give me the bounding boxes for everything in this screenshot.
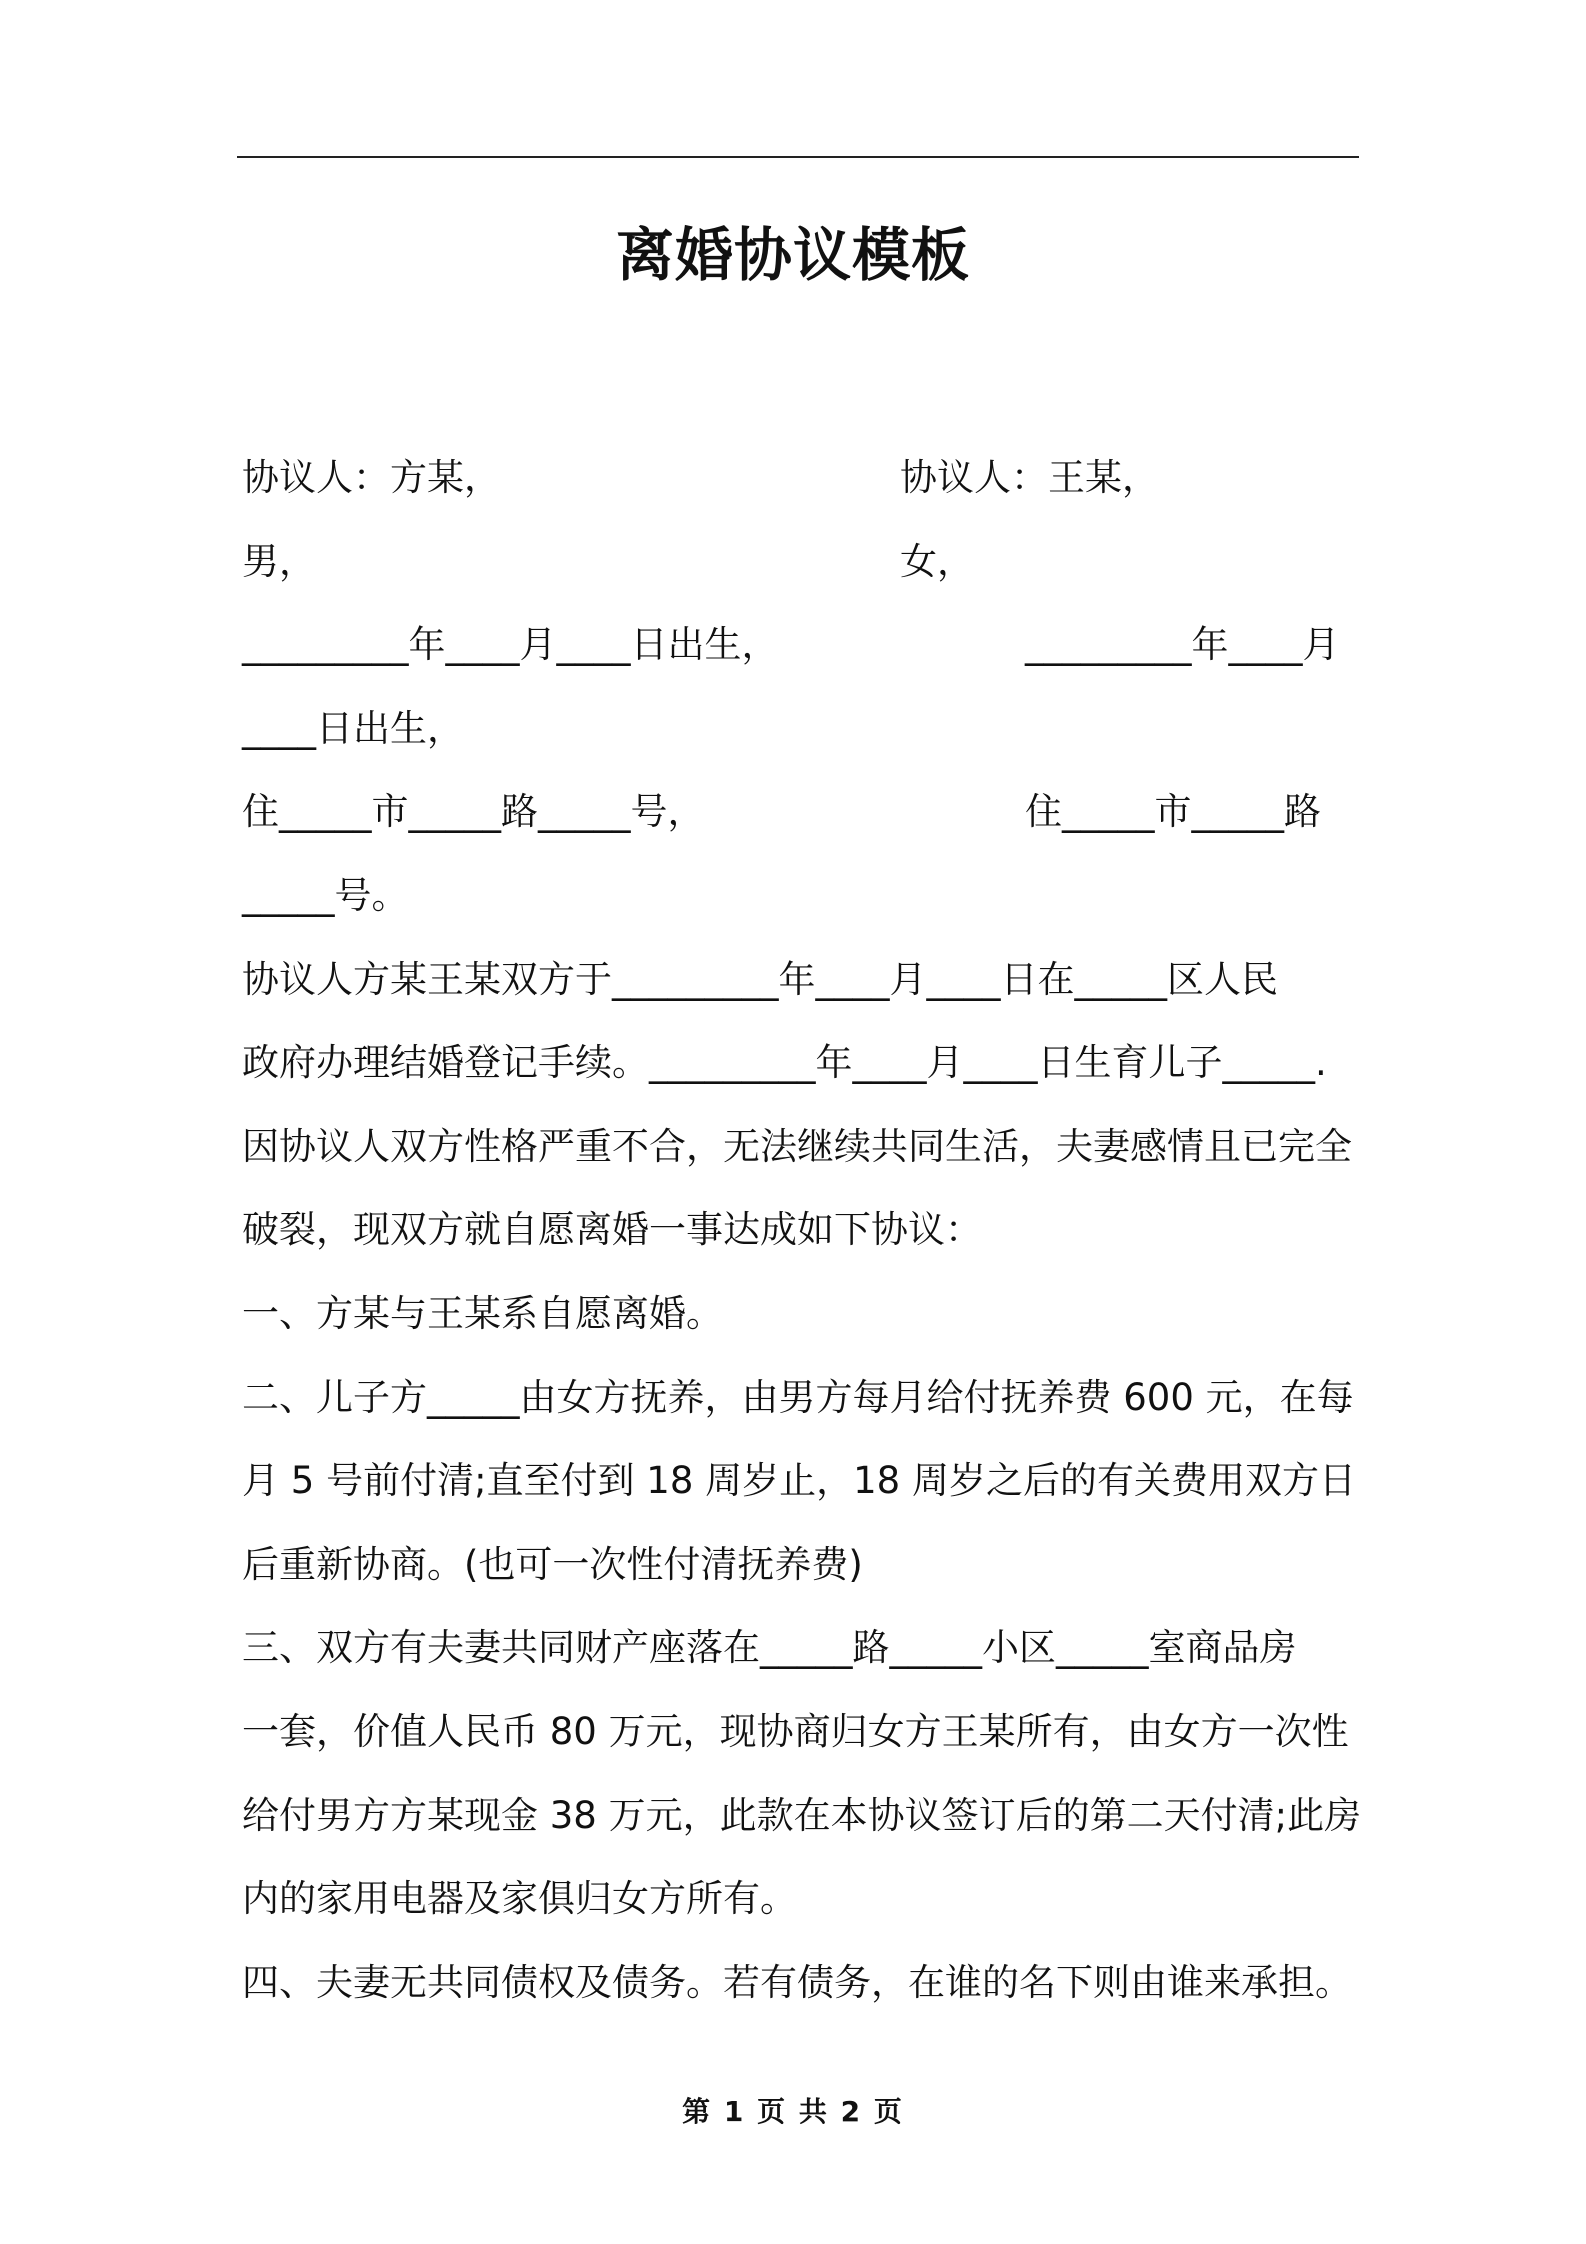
party-a-address: 住_____市_____路_____号， bbox=[242, 790, 705, 833]
document-title: 离婚协议模板 bbox=[615, 221, 970, 289]
clause-3-line: 三、双方有夫妻共同财产座落在_____路_____小区_____室商品房 bbox=[242, 1626, 1297, 1669]
clause-2-line: 二、儿子方_____由女方抚养，由男方每月给付抚养费 600 元，在每 bbox=[242, 1376, 1354, 1419]
body-line: 破裂，现双方就自愿离婚一事达成如下协议： bbox=[242, 1208, 982, 1251]
page-footer: 第 1 页 共 2 页 bbox=[682, 2095, 904, 2128]
party-b-address-line1: 住_____市_____路 bbox=[1025, 790, 1321, 833]
clause-2-line: 月 5 号前付清;直至付到 18 周岁止，18 周岁之后的有关费用双方日 bbox=[242, 1459, 1356, 1502]
clause-3-line: 给付男方方某现金 38 万元，此款在本协议签订后的第二天付清;此房 bbox=[242, 1794, 1362, 1837]
party-b-birth-line2: ____日出生， bbox=[242, 707, 464, 750]
body-line: 因协议人双方性格严重不合，无法继续共同生活，夫妻感情且已完全 bbox=[242, 1125, 1352, 1168]
body-line: 政府办理结婚登记手续。_________年____月____日生育儿子_____. bbox=[242, 1041, 1327, 1084]
party-b-address-line2: _____号。 bbox=[242, 874, 409, 917]
party-b-gender: 女， bbox=[900, 540, 974, 583]
party-a-name: 协议人：方某， bbox=[242, 456, 501, 499]
party-b-birth-line1: _________年____月 bbox=[1025, 623, 1340, 666]
clause-1: 一、方某与王某系自愿离婚。 bbox=[242, 1292, 723, 1335]
party-a-birth: _________年____月____日出生， bbox=[242, 623, 779, 666]
party-a-gender: 男， bbox=[242, 540, 316, 583]
clause-3-line: 内的家用电器及家俱归女方所有。 bbox=[242, 1877, 797, 1920]
clause-4: 四、夫妻无共同债权及债务。若有债务，在谁的名下则由谁来承担。 bbox=[242, 1961, 1352, 2004]
clause-3-line: 一套，价值人民币 80 万元，现协商归女方王某所有，由女方一次性 bbox=[242, 1710, 1349, 1753]
header-rule bbox=[237, 156, 1359, 158]
body-line: 协议人方某王某双方于_________年____月____日在_____区人民 bbox=[242, 958, 1278, 1001]
party-b-name: 协议人：王某， bbox=[900, 456, 1159, 499]
clause-2-line: 后重新协商。(也可一次性付清抚养费) bbox=[242, 1543, 863, 1586]
